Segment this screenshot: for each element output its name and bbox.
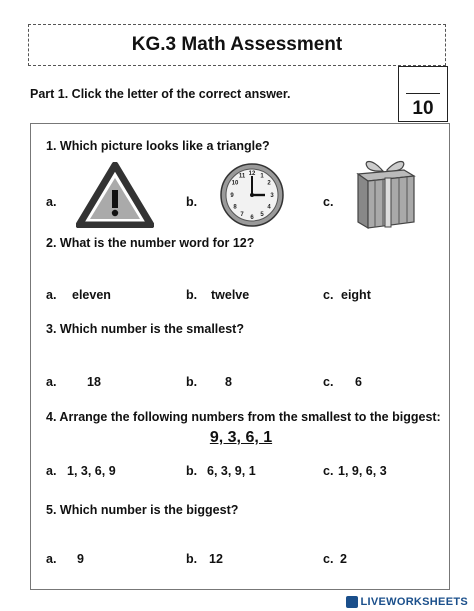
svg-text:4: 4 [267, 204, 271, 211]
svg-text:2: 2 [267, 180, 271, 187]
q4-option-c[interactable]: c. [323, 464, 334, 478]
q5-option-c[interactable]: c. [323, 552, 334, 566]
q3-option-c-text: 6 [355, 375, 362, 389]
svg-text:11: 11 [238, 173, 246, 180]
q3-option-b-text: 8 [225, 375, 232, 389]
gift-box-icon [354, 156, 416, 230]
q4-option-b[interactable]: b. [186, 464, 198, 478]
q1-option-b[interactable]: b. [186, 195, 198, 209]
q4-option-c-text: 1, 9, 6, 3 [338, 464, 387, 478]
question-5: 5. Which number is the biggest? [46, 503, 239, 517]
q3-option-a-text: 18 [87, 375, 101, 389]
number-sequence: 9, 3, 6, 1 [209, 429, 273, 446]
wall-clock-icon [219, 162, 285, 228]
q4-option-a-text: 1, 3, 6, 9 [67, 464, 116, 478]
q5-option-a-text: 9 [77, 552, 84, 566]
questions-panel [30, 123, 450, 590]
q2-option-a-text: eleven [72, 288, 111, 302]
title-box [28, 24, 446, 66]
score-blank-line [406, 93, 440, 94]
page-title: KG.3 Math Assessment [131, 34, 343, 55]
liveworksheets-logo-icon [346, 596, 358, 608]
q1-option-c[interactable]: c. [323, 195, 334, 209]
q3-option-a[interactable]: a. [46, 375, 57, 389]
q1-option-a[interactable]: a. [46, 195, 57, 209]
score-total: 10 [412, 98, 434, 119]
svg-text:12: 12 [248, 171, 256, 177]
brand-name: LIVEWORKSHEETS [360, 596, 468, 608]
q5-option-b[interactable]: b. [186, 552, 198, 566]
q2-option-c[interactable]: c. [323, 288, 334, 302]
svg-text:6: 6 [250, 215, 254, 221]
question-1: 1. Which picture looks like a triangle? [46, 139, 270, 153]
q3-option-c[interactable]: c. [323, 375, 334, 389]
svg-text:7: 7 [240, 212, 244, 218]
q2-option-a[interactable]: a. [46, 288, 57, 302]
question-4: 4. Arrange the following numbers from the smallest to the biggest: [46, 410, 441, 424]
svg-text:8: 8 [233, 204, 237, 211]
q5-option-c-text: 2 [340, 552, 347, 566]
part-instructions: Part 1. Click the letter of the correct answer. [30, 87, 291, 101]
q5-option-b-text: 12 [209, 552, 223, 566]
q3-option-b[interactable]: b. [186, 375, 198, 389]
svg-text:9: 9 [230, 193, 234, 199]
q2-option-b-text: twelve [211, 288, 250, 302]
q2-option-b[interactable]: b. [186, 288, 198, 302]
score-box [398, 66, 448, 122]
svg-text:10: 10 [231, 180, 239, 187]
svg-text:5: 5 [260, 212, 264, 218]
q4-option-b-text: 6, 3, 9, 1 [207, 464, 256, 478]
svg-text:1: 1 [260, 173, 264, 180]
svg-text:3: 3 [270, 193, 274, 199]
q2-option-c-text: eight [341, 288, 371, 302]
q4-option-a[interactable]: a. [46, 464, 57, 478]
footer-brand [346, 596, 469, 608]
question-2: 2. What is the number word for 12? [46, 236, 255, 250]
q5-option-a[interactable]: a. [46, 552, 57, 566]
question-3: 3. Which number is the smallest? [46, 322, 244, 336]
warning-triangle-icon [76, 162, 154, 228]
